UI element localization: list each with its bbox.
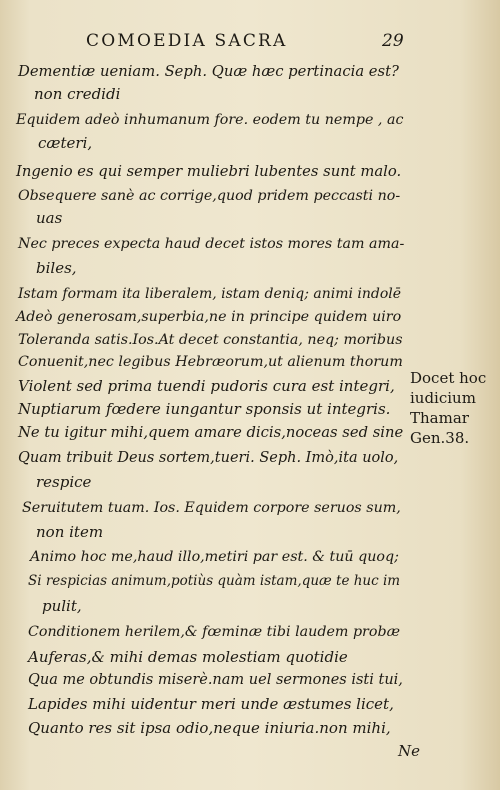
text-line: Dementiæ ueniam. Seph. Quæ hæc pertinacia est?: [18, 63, 399, 80]
text-line: Ne tu igitur mihi,quem amare dicis,noceas sed sine: [18, 424, 404, 441]
text-line: Auferas,& mihi demas molestiam quotidie: [28, 648, 348, 666]
text-line: Si respicias animum,potiùs quàm istam,quæ te huc im: [28, 573, 401, 589]
text-line: cæteri,: [38, 134, 93, 152]
catchword: Ne: [398, 742, 421, 760]
text-line: Istam formam ita liberalem, istam deniq; animi indolē: [18, 286, 402, 302]
page-number: 29: [382, 31, 404, 51]
text-line: Lapides mihi uidentur meri unde æstumes licet,: [28, 695, 394, 713]
marginal-note-line: Docet hoc: [410, 369, 487, 387]
text-line: Obsequere sanè ac corrige,quod pridem peccasti no-: [18, 188, 401, 204]
marginal-note-line: Thamar: [410, 409, 469, 427]
text-line: Ingenio es qui semper muliebri lubentes sunt malo.: [16, 163, 402, 180]
text-line: biles,: [36, 259, 77, 277]
text-line: non credidi: [34, 85, 121, 103]
text-line: Quam tribuit Deus sortem,tueri. Seph. Imò,ita uolo,: [18, 450, 399, 466]
text-line: Qua me obtundis miserè.nam uel sermones isti tui,: [28, 672, 403, 688]
text-line: Conuenit,nec legibus Hebræorum,ut alienum thorum: [18, 354, 403, 370]
text-line: Seruitutem tuam. Ios. Equidem corpore seruos sum,: [22, 500, 401, 516]
text-line: Animo hoc me,haud illo,metiri par est. & tuū quoq;: [30, 549, 399, 565]
text-line: pulit,: [42, 597, 82, 615]
marginal-note: [410, 368, 486, 448]
text-line: Equidem adeò inhumanum fore. eodem tu nempe , ac: [16, 112, 404, 128]
marginal-note-line: Gen.38.: [410, 429, 470, 447]
text-line: respice: [36, 473, 92, 491]
text-line: uas: [36, 209, 63, 227]
running-title: COMOEDIA SACRA: [86, 31, 288, 51]
text-line: Quanto res sit ipsa odio,neque iniuria.non mihi,: [28, 719, 391, 737]
text-line: Adeò generosam,superbia,ne in principe quidem uiro: [16, 309, 402, 325]
text-line: Violent sed prima tuendi pudoris cura est integri,: [18, 377, 395, 395]
text-line: Toleranda satis.Ios.At decet constantia, neq; moribus: [18, 332, 403, 348]
text-line: Nuptiarum fœdere iungantur sponsis ut integris.: [18, 400, 391, 418]
text-line: non item: [36, 523, 104, 541]
text-line: Conditionem herilem,& fœminæ tibi laudem probæ: [28, 624, 400, 640]
text-line: Nec preces expecta haud decet istos mores tam ama-: [18, 236, 405, 252]
marginal-note-line: iudicium: [410, 389, 476, 407]
